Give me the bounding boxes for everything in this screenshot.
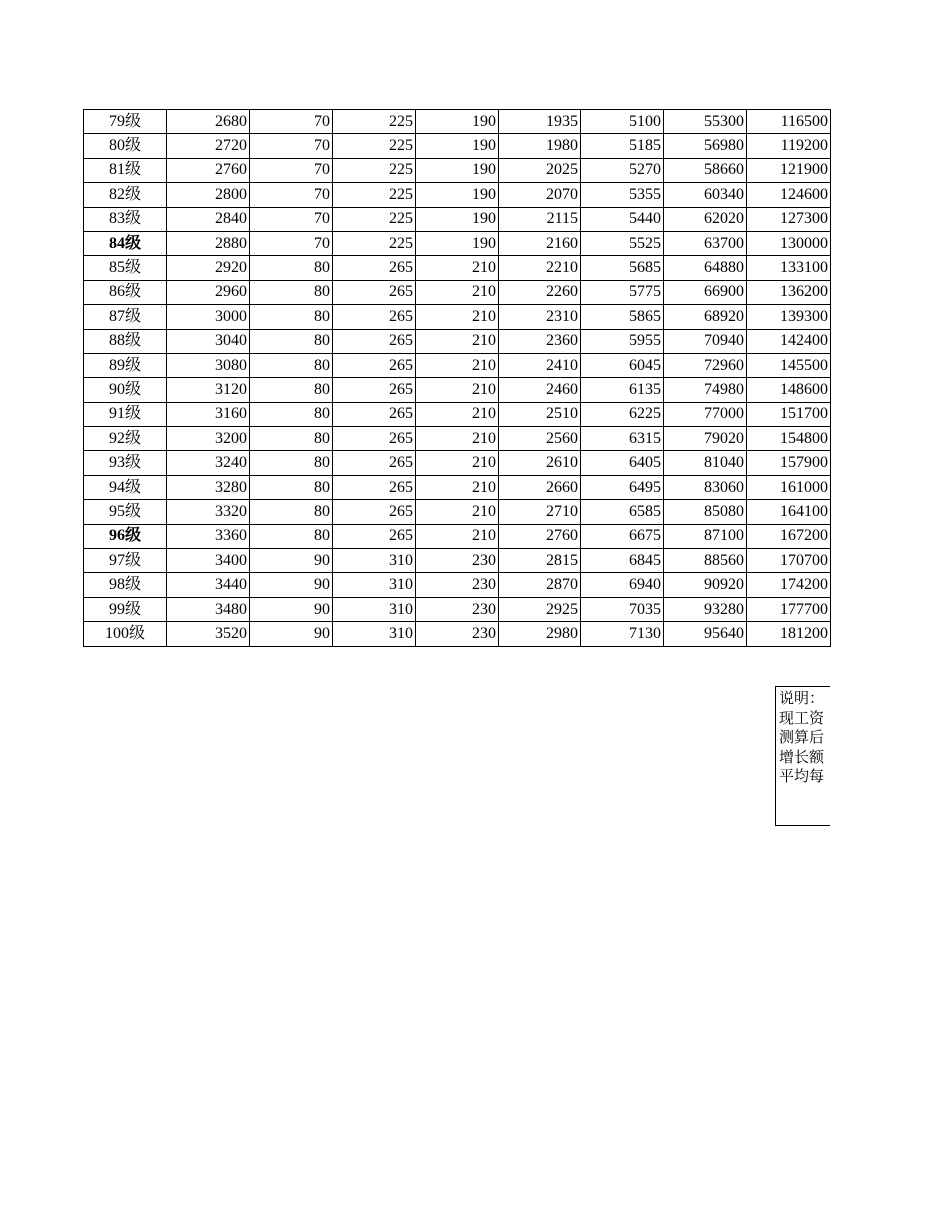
- value-cell[interactable]: 130000: [747, 231, 831, 255]
- table-row: [84, 622, 831, 646]
- value-cell[interactable]: 174200: [747, 573, 831, 597]
- value-cell[interactable]: 2610: [499, 451, 581, 475]
- value-cell[interactable]: 167200: [747, 524, 831, 548]
- value-cell[interactable]: 83060: [664, 475, 747, 499]
- value-cell[interactable]: 170700: [747, 549, 831, 573]
- value-cell[interactable]: 5440: [581, 207, 664, 231]
- level-cell[interactable]: 95级: [84, 500, 167, 524]
- table-row: [84, 158, 831, 182]
- value-cell[interactable]: 80: [250, 451, 333, 475]
- table-row: [84, 231, 831, 255]
- value-cell[interactable]: 63700: [664, 231, 747, 255]
- value-cell[interactable]: 265: [333, 305, 416, 329]
- level-cell[interactable]: 99级: [84, 597, 167, 621]
- value-cell[interactable]: 2680: [167, 110, 250, 134]
- value-cell[interactable]: 3200: [167, 427, 250, 451]
- value-cell[interactable]: 2410: [499, 353, 581, 377]
- value-cell[interactable]: 90: [250, 622, 333, 646]
- value-cell[interactable]: 58660: [664, 158, 747, 182]
- value-cell[interactable]: 2660: [499, 475, 581, 499]
- value-cell[interactable]: 225: [333, 110, 416, 134]
- value-cell[interactable]: 2025: [499, 158, 581, 182]
- value-cell[interactable]: 6045: [581, 353, 664, 377]
- value-cell[interactable]: 2760: [167, 158, 250, 182]
- value-cell[interactable]: 64880: [664, 256, 747, 280]
- value-cell[interactable]: 80: [250, 500, 333, 524]
- value-cell[interactable]: 148600: [747, 378, 831, 402]
- value-cell[interactable]: 5685: [581, 256, 664, 280]
- table-row: [84, 353, 831, 377]
- value-cell[interactable]: 119200: [747, 134, 831, 158]
- level-cell[interactable]: 89级: [84, 353, 167, 377]
- level-cell[interactable]: 97级: [84, 549, 167, 573]
- value-cell[interactable]: 81040: [664, 451, 747, 475]
- value-cell[interactable]: 116500: [747, 110, 831, 134]
- value-cell[interactable]: 93280: [664, 597, 747, 621]
- value-cell[interactable]: 80: [250, 305, 333, 329]
- value-cell[interactable]: 90920: [664, 573, 747, 597]
- value-cell[interactable]: 55300: [664, 110, 747, 134]
- level-cell[interactable]: 91级: [84, 402, 167, 426]
- value-cell[interactable]: 190: [416, 207, 499, 231]
- value-cell[interactable]: 5865: [581, 305, 664, 329]
- note-line: 说明：: [779, 689, 825, 707]
- value-cell[interactable]: 265: [333, 329, 416, 353]
- value-cell[interactable]: 62020: [664, 207, 747, 231]
- value-cell[interactable]: 265: [333, 451, 416, 475]
- value-cell[interactable]: 70: [250, 158, 333, 182]
- value-cell[interactable]: 2460: [499, 378, 581, 402]
- note-line: 测算后: [779, 728, 825, 746]
- level-cell[interactable]: 83级: [84, 207, 167, 231]
- value-cell[interactable]: 210: [416, 475, 499, 499]
- value-cell[interactable]: 6135: [581, 378, 664, 402]
- value-cell[interactable]: 230: [416, 549, 499, 573]
- table-row: [84, 451, 831, 475]
- level-cell[interactable]: 98级: [84, 573, 167, 597]
- value-cell[interactable]: 3080: [167, 353, 250, 377]
- value-cell[interactable]: 210: [416, 305, 499, 329]
- table-row: [84, 500, 831, 524]
- value-cell[interactable]: 70: [250, 110, 333, 134]
- table-row: [84, 207, 831, 231]
- value-cell[interactable]: 3440: [167, 573, 250, 597]
- level-cell[interactable]: 81级: [84, 158, 167, 182]
- value-cell[interactable]: 225: [333, 231, 416, 255]
- value-cell[interactable]: 80: [250, 524, 333, 548]
- value-cell[interactable]: 2800: [167, 183, 250, 207]
- value-cell[interactable]: 2870: [499, 573, 581, 597]
- value-cell[interactable]: 6315: [581, 427, 664, 451]
- value-cell[interactable]: 87100: [664, 524, 747, 548]
- note-line: 增长额: [779, 747, 825, 766]
- level-cell[interactable]: 90级: [84, 378, 167, 402]
- value-cell[interactable]: 181200: [747, 622, 831, 646]
- value-cell[interactable]: 6405: [581, 451, 664, 475]
- table-row: [84, 597, 831, 621]
- value-cell[interactable]: 190: [416, 110, 499, 134]
- value-cell[interactable]: 3000: [167, 305, 250, 329]
- level-cell[interactable]: 88级: [84, 329, 167, 353]
- value-cell[interactable]: 210: [416, 353, 499, 377]
- value-cell[interactable]: 85080: [664, 500, 747, 524]
- value-cell[interactable]: 90: [250, 549, 333, 573]
- table-row: [84, 402, 831, 426]
- value-cell[interactable]: 2980: [499, 622, 581, 646]
- value-cell[interactable]: 7035: [581, 597, 664, 621]
- value-cell[interactable]: 145500: [747, 353, 831, 377]
- value-cell[interactable]: 265: [333, 500, 416, 524]
- value-cell[interactable]: 310: [333, 573, 416, 597]
- value-cell[interactable]: 121900: [747, 158, 831, 182]
- value-cell[interactable]: 210: [416, 524, 499, 548]
- value-cell[interactable]: 210: [416, 402, 499, 426]
- value-cell[interactable]: 77000: [664, 402, 747, 426]
- value-cell[interactable]: 3280: [167, 475, 250, 499]
- value-cell[interactable]: 2210: [499, 256, 581, 280]
- value-cell[interactable]: 225: [333, 134, 416, 158]
- level-cell[interactable]: 87级: [84, 305, 167, 329]
- value-cell[interactable]: 2960: [167, 280, 250, 304]
- value-cell[interactable]: 74980: [664, 378, 747, 402]
- value-cell[interactable]: 68920: [664, 305, 747, 329]
- value-cell[interactable]: 3480: [167, 597, 250, 621]
- note-box: [775, 686, 830, 826]
- value-cell[interactable]: 80: [250, 280, 333, 304]
- table-row: [84, 280, 831, 304]
- value-cell[interactable]: 139300: [747, 305, 831, 329]
- value-cell[interactable]: 265: [333, 427, 416, 451]
- value-cell[interactable]: 3320: [167, 500, 250, 524]
- level-cell[interactable]: 93级: [84, 451, 167, 475]
- value-cell[interactable]: 5525: [581, 231, 664, 255]
- value-cell[interactable]: 5185: [581, 134, 664, 158]
- value-cell[interactable]: 151700: [747, 402, 831, 426]
- value-cell[interactable]: 5100: [581, 110, 664, 134]
- value-cell[interactable]: 90: [250, 573, 333, 597]
- table-row: [84, 378, 831, 402]
- value-cell[interactable]: 80: [250, 427, 333, 451]
- value-cell[interactable]: 79020: [664, 427, 747, 451]
- value-cell[interactable]: 190: [416, 183, 499, 207]
- value-cell[interactable]: 2920: [167, 256, 250, 280]
- value-cell[interactable]: 6675: [581, 524, 664, 548]
- value-cell[interactable]: 3400: [167, 549, 250, 573]
- value-cell[interactable]: 5775: [581, 280, 664, 304]
- value-cell[interactable]: 230: [416, 573, 499, 597]
- value-cell[interactable]: 2925: [499, 597, 581, 621]
- value-cell[interactable]: 210: [416, 500, 499, 524]
- value-cell[interactable]: 2360: [499, 329, 581, 353]
- level-cell[interactable]: 82级: [84, 183, 167, 207]
- value-cell[interactable]: 190: [416, 231, 499, 255]
- value-cell[interactable]: 225: [333, 183, 416, 207]
- level-cell[interactable]: 85级: [84, 256, 167, 280]
- value-cell[interactable]: 2560: [499, 427, 581, 451]
- value-cell[interactable]: 210: [416, 256, 499, 280]
- value-cell[interactable]: 2160: [499, 231, 581, 255]
- value-cell[interactable]: 80: [250, 402, 333, 426]
- value-cell[interactable]: 80: [250, 475, 333, 499]
- note-line: 现工资: [779, 708, 825, 727]
- value-cell[interactable]: 133100: [747, 256, 831, 280]
- value-cell[interactable]: 310: [333, 597, 416, 621]
- value-cell[interactable]: 60340: [664, 183, 747, 207]
- table-row: [84, 427, 831, 451]
- value-cell[interactable]: 177700: [747, 597, 831, 621]
- table-row: [84, 305, 831, 329]
- value-cell[interactable]: 210: [416, 378, 499, 402]
- table-row: [84, 256, 831, 280]
- value-cell[interactable]: 265: [333, 353, 416, 377]
- value-cell[interactable]: 190: [416, 158, 499, 182]
- value-cell[interactable]: 2115: [499, 207, 581, 231]
- value-cell[interactable]: 80: [250, 353, 333, 377]
- value-cell[interactable]: 225: [333, 207, 416, 231]
- level-cell[interactable]: 79级: [84, 110, 167, 134]
- value-cell[interactable]: 3360: [167, 524, 250, 548]
- value-cell[interactable]: 265: [333, 280, 416, 304]
- value-cell[interactable]: 88560: [664, 549, 747, 573]
- value-cell[interactable]: 265: [333, 378, 416, 402]
- level-cell[interactable]: 80级: [84, 134, 167, 158]
- value-cell[interactable]: 95640: [664, 622, 747, 646]
- table-row: [84, 329, 831, 353]
- value-cell[interactable]: 80: [250, 256, 333, 280]
- value-cell[interactable]: 310: [333, 622, 416, 646]
- value-cell[interactable]: 6940: [581, 573, 664, 597]
- value-cell[interactable]: 210: [416, 451, 499, 475]
- value-cell[interactable]: 1935: [499, 110, 581, 134]
- value-cell[interactable]: 2510: [499, 402, 581, 426]
- value-cell[interactable]: 66900: [664, 280, 747, 304]
- table-row: [84, 524, 831, 548]
- value-cell[interactable]: 154800: [747, 427, 831, 451]
- value-cell[interactable]: 161000: [747, 475, 831, 499]
- value-cell[interactable]: 5955: [581, 329, 664, 353]
- value-cell[interactable]: 6585: [581, 500, 664, 524]
- value-cell[interactable]: 2260: [499, 280, 581, 304]
- table-row: [84, 110, 831, 134]
- value-cell[interactable]: 225: [333, 158, 416, 182]
- value-cell[interactable]: 157900: [747, 451, 831, 475]
- level-cell[interactable]: 94级: [84, 475, 167, 499]
- level-cell[interactable]: 96级: [84, 524, 167, 548]
- table-row: [84, 475, 831, 499]
- value-cell[interactable]: 6225: [581, 402, 664, 426]
- level-cell[interactable]: 84级: [84, 231, 167, 255]
- value-cell[interactable]: 210: [416, 427, 499, 451]
- value-cell[interactable]: 127300: [747, 207, 831, 231]
- value-cell[interactable]: 210: [416, 329, 499, 353]
- level-cell[interactable]: 100级: [84, 622, 167, 646]
- level-cell[interactable]: 92级: [84, 427, 167, 451]
- value-cell[interactable]: 2815: [499, 549, 581, 573]
- table-body: [84, 110, 831, 647]
- table-row: [84, 134, 831, 158]
- value-cell[interactable]: 2840: [167, 207, 250, 231]
- value-cell[interactable]: 3120: [167, 378, 250, 402]
- value-cell[interactable]: 190: [416, 134, 499, 158]
- value-cell[interactable]: 265: [333, 256, 416, 280]
- value-cell[interactable]: 2760: [499, 524, 581, 548]
- value-cell[interactable]: 70: [250, 231, 333, 255]
- table-row: [84, 549, 831, 573]
- value-cell[interactable]: 6845: [581, 549, 664, 573]
- value-cell[interactable]: 210: [416, 280, 499, 304]
- value-cell[interactable]: 3240: [167, 451, 250, 475]
- value-cell[interactable]: 7130: [581, 622, 664, 646]
- value-cell[interactable]: 2310: [499, 305, 581, 329]
- value-cell[interactable]: 5270: [581, 158, 664, 182]
- value-cell[interactable]: 164100: [747, 500, 831, 524]
- value-cell[interactable]: 70: [250, 207, 333, 231]
- salary-level-table: [83, 109, 831, 647]
- value-cell[interactable]: 230: [416, 597, 499, 621]
- value-cell[interactable]: 6495: [581, 475, 664, 499]
- value-cell[interactable]: 124600: [747, 183, 831, 207]
- table-row: [84, 183, 831, 207]
- value-cell[interactable]: 265: [333, 475, 416, 499]
- value-cell[interactable]: 80: [250, 329, 333, 353]
- table-row: [84, 573, 831, 597]
- value-cell[interactable]: 230: [416, 622, 499, 646]
- value-cell[interactable]: 2710: [499, 500, 581, 524]
- note-line: 平均每: [779, 767, 825, 785]
- value-cell[interactable]: 265: [333, 402, 416, 426]
- value-cell[interactable]: 70: [250, 134, 333, 158]
- value-cell[interactable]: 70: [250, 183, 333, 207]
- value-cell[interactable]: 1980: [499, 134, 581, 158]
- value-cell[interactable]: 3160: [167, 402, 250, 426]
- value-cell[interactable]: 142400: [747, 329, 831, 353]
- value-cell[interactable]: 80: [250, 378, 333, 402]
- value-cell[interactable]: 5355: [581, 183, 664, 207]
- value-cell[interactable]: 2070: [499, 183, 581, 207]
- value-cell[interactable]: 2880: [167, 231, 250, 255]
- value-cell[interactable]: 136200: [747, 280, 831, 304]
- value-cell[interactable]: 70940: [664, 329, 747, 353]
- value-cell[interactable]: 56980: [664, 134, 747, 158]
- value-cell[interactable]: 310: [333, 549, 416, 573]
- level-cell[interactable]: 86级: [84, 280, 167, 304]
- value-cell[interactable]: 2720: [167, 134, 250, 158]
- value-cell[interactable]: 3520: [167, 622, 250, 646]
- value-cell[interactable]: 90: [250, 597, 333, 621]
- value-cell[interactable]: 72960: [664, 353, 747, 377]
- value-cell[interactable]: 3040: [167, 329, 250, 353]
- value-cell[interactable]: 265: [333, 524, 416, 548]
